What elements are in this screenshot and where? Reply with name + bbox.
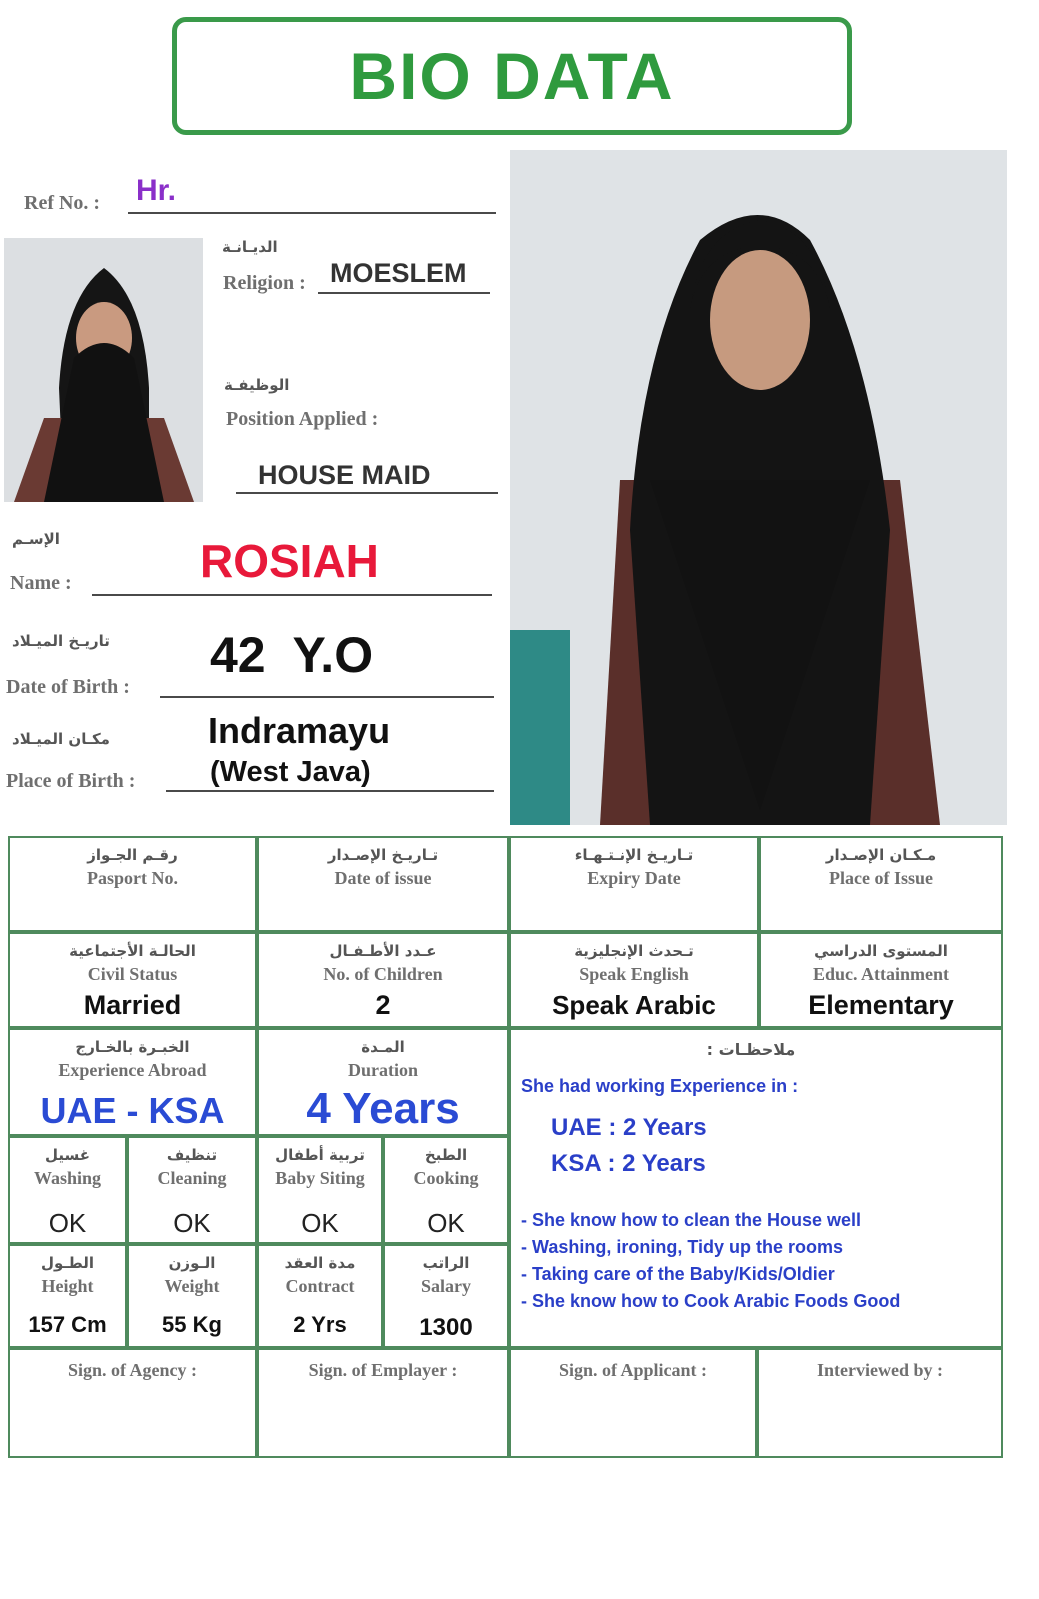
page-title: BIO DATA: [349, 39, 675, 113]
position-line: [236, 492, 498, 494]
cooking-arabic: الطبخ: [424, 1146, 468, 1164]
contract-label: Contract: [285, 1276, 355, 1296]
education-cell: [759, 932, 1003, 1028]
position-arabic: الوظيفـة: [224, 376, 290, 394]
portrait-photo-small: [4, 238, 203, 502]
experience-arabic: الخبـرة بالخـارج: [75, 1038, 190, 1056]
washing-label: Washing: [33, 1168, 102, 1188]
education-arabic: المستوى الدراسي: [814, 942, 948, 960]
salary-label: Salary: [420, 1276, 471, 1296]
cooking-label: Cooking: [413, 1168, 479, 1188]
contract-cell: [257, 1244, 383, 1348]
baby-siting-cell: [257, 1136, 383, 1244]
sign-applicant-label: Sign. of Applicant :: [558, 1360, 708, 1380]
speak-english-value: Speak Arabic: [552, 990, 716, 1020]
washing-cell: [8, 1136, 127, 1244]
weight-label: Weight: [164, 1276, 220, 1296]
pob-value-city: Indramayu: [208, 710, 391, 751]
dob-line: [160, 696, 494, 698]
pob-arabic: مكـان الميـلاد: [12, 730, 110, 748]
place-of-issue-arabic: مـكـان الإصـدار: [825, 846, 937, 864]
baby-siting-value: OK: [301, 1208, 339, 1238]
height-cell: [8, 1244, 127, 1348]
baby-siting-arabic: تربية أطفال: [275, 1146, 365, 1164]
interviewed-by-cell: [757, 1348, 1003, 1458]
pob-label: Place of Birth :: [6, 770, 136, 792]
name-arabic: الإسـم: [12, 530, 60, 548]
cleaning-value: OK: [173, 1208, 211, 1238]
height-arabic: الطـول: [41, 1254, 94, 1272]
cooking-value: OK: [427, 1208, 465, 1238]
sign-agency-label: Sign. of Agency :: [67, 1360, 197, 1380]
remarks-skill-4: - She know how to Cook Arabic Foods Good: [521, 1291, 901, 1311]
remarks-arabic: ملاحظـات :: [706, 1040, 796, 1059]
date-of-issue-cell: [257, 836, 509, 932]
salary-value: 1300: [419, 1314, 473, 1341]
education-label: Educ. Attainment: [812, 964, 949, 984]
pob-line: [166, 790, 494, 792]
place-of-issue-cell: [759, 836, 1003, 932]
position-label: Position Applied :: [226, 408, 379, 430]
civil-status-value: Married: [83, 990, 182, 1020]
name-value: ROSIAH: [200, 535, 379, 587]
washing-value: OK: [48, 1208, 87, 1238]
duration-arabic: المـدة: [361, 1038, 405, 1056]
ref-label: Ref No. :: [24, 192, 101, 214]
remarks-skill-3: - Taking care of the Baby/Kids/Oldier: [521, 1264, 835, 1284]
civil-status-arabic: الحالـة الأجتماعية: [69, 942, 196, 960]
contract-arabic: مدة العقد: [284, 1254, 356, 1272]
religion-label: Religion :: [223, 272, 306, 294]
cleaning-label: Cleaning: [157, 1168, 227, 1188]
experience-label: Experience Abroad: [58, 1060, 207, 1080]
ref-value: Hr.: [136, 174, 177, 207]
remarks-skill-2: - Washing, ironing, Tidy up the rooms: [521, 1237, 843, 1257]
passport-no-cell: [8, 836, 257, 932]
religion-line: [318, 292, 490, 294]
contract-value: 2 Yrs: [293, 1312, 347, 1337]
weight-arabic: الـوزن: [168, 1254, 216, 1272]
expiry-date-cell: [509, 836, 759, 932]
duration-value: 4 Years: [306, 1084, 460, 1133]
date-of-issue-label: Date of issue: [334, 868, 432, 888]
date-of-issue-arabic: تـاريـخ الإصـدار: [327, 846, 439, 864]
expiry-date-arabic: تـاريـخ الإنـتـهـاء: [574, 846, 694, 864]
title-frame: [172, 17, 852, 135]
speak-english-label: Speak English: [579, 964, 689, 984]
name-line: [92, 594, 492, 596]
pob-value-region: (West Java): [210, 756, 371, 788]
civil-status-cell: [8, 932, 257, 1028]
duration-label: Duration: [347, 1060, 418, 1080]
children-label: No. of Children: [323, 964, 443, 984]
sign-applicant-cell: [509, 1348, 757, 1458]
speak-english-arabic: تـحدث الإنجليزية: [574, 942, 694, 960]
weight-cell: [127, 1244, 257, 1348]
duration-cell: [257, 1028, 509, 1136]
remarks-uae: UAE : 2 Years: [551, 1114, 707, 1141]
sign-employer-label: Sign. of Emplayer :: [308, 1360, 458, 1380]
dob-label: Date of Birth :: [6, 676, 130, 698]
speak-english-cell: [509, 932, 759, 1028]
weight-value: 55 Kg: [162, 1312, 222, 1337]
children-arabic: عـدد الأطـفـال: [329, 942, 437, 960]
height-value: 157 Cm: [28, 1312, 107, 1337]
remarks-box: [509, 1028, 1003, 1348]
education-value: Elementary: [808, 990, 954, 1020]
remarks-ksa: KSA : 2 Years: [551, 1150, 706, 1177]
dob-value: 42 Y.O: [210, 627, 374, 683]
dob-arabic: تاريـخ الميـلاد: [12, 632, 110, 650]
washing-arabic: غسيل: [44, 1146, 91, 1164]
cleaning-arabic: تنظيف: [166, 1146, 218, 1164]
salary-arabic: الراتب: [422, 1254, 470, 1272]
place-of-issue-label: Place of Issue: [829, 868, 933, 888]
religion-arabic: الديـانـة: [222, 238, 278, 256]
name-label: Name :: [10, 572, 72, 594]
children-value: 2: [375, 990, 391, 1020]
ref-line: [128, 212, 496, 214]
sign-employer-cell: [257, 1348, 509, 1458]
civil-status-label: Civil Status: [87, 964, 178, 984]
religion-value: MOESLEM: [330, 258, 467, 288]
cleaning-cell: [127, 1136, 257, 1244]
cooking-cell: [383, 1136, 509, 1244]
height-label: Height: [41, 1276, 94, 1296]
remarks-skill-1: - She know how to clean the House well: [521, 1210, 862, 1230]
children-cell: [257, 932, 509, 1028]
baby-siting-label: Baby Siting: [275, 1168, 365, 1188]
position-value: HOUSE MAID: [258, 460, 431, 490]
interviewed-by-label: Interviewed by :: [817, 1360, 943, 1380]
passport-no-arabic: رقـم الجـواز: [87, 846, 178, 864]
portrait-photo-large: [510, 150, 1007, 825]
salary-cell: [383, 1244, 509, 1348]
experience-value: UAE - KSA: [40, 1090, 225, 1131]
remarks-intro: She had working Experience in :: [521, 1076, 799, 1096]
sign-agency-cell: [8, 1348, 257, 1458]
passport-no-label: Pasport No.: [87, 868, 178, 888]
experience-cell: [8, 1028, 257, 1136]
expiry-date-label: Expiry Date: [587, 868, 681, 888]
